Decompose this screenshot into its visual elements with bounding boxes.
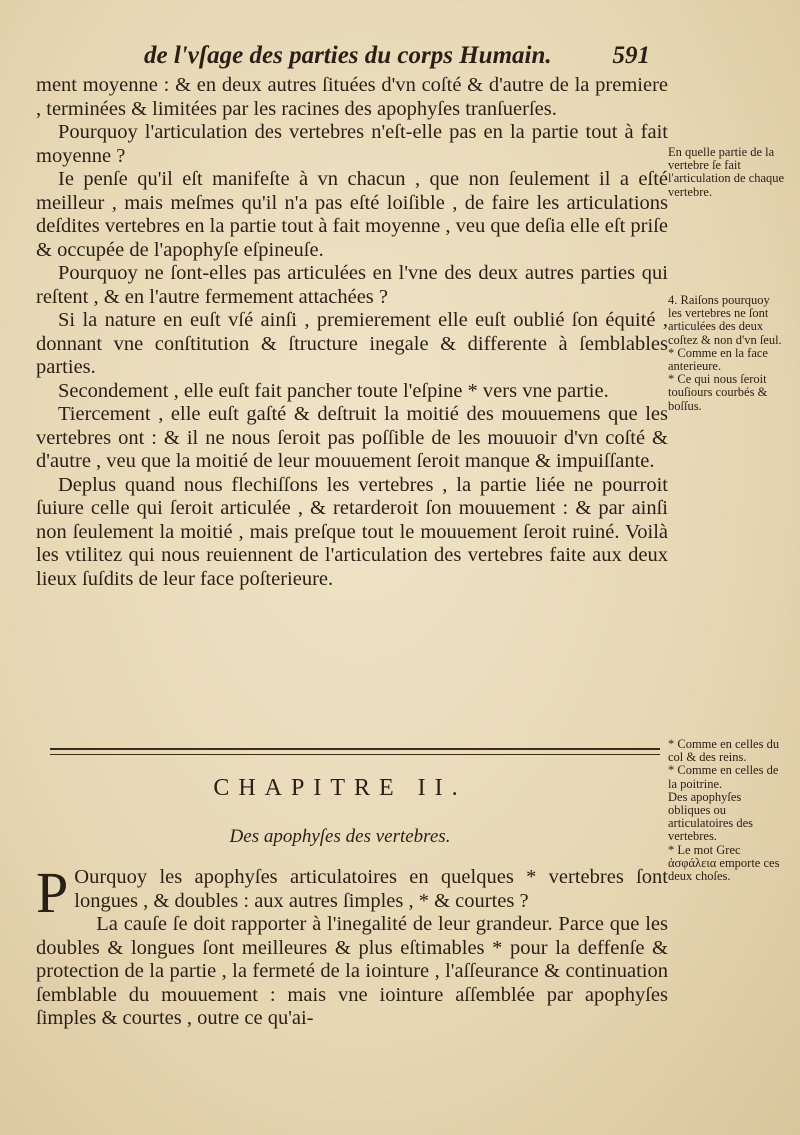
paragraph: Pourquoy ne ſont-elles pas articulées en l'vne des deux autres parties qui reſtent , & en l'autre fermement attachées ?: [36, 262, 668, 308]
paragraph: ment moyenne : & en deux autres ſituées d'vn coſté & d'autre de la premiere , terminées & limitées par les racines des apophyſes tranſuerſes.: [36, 74, 668, 120]
divider-rule-thin: [50, 754, 660, 755]
paragraph: Tiercement , elle euſt gaſté & deſtruit la moitié des mouuemens que les vertebres ont : & il ne nous ſeroit pas poſſible de les mouuoir d'vn coſté & d'autre , veu que la moitié de leur mouuement ſeroit manque & impuiſſante.: [36, 403, 668, 472]
paragraph-text: Ourquoy les apophyſes articulatoires en quelques * vertebres ſont longues , & doubles : aux autres ſimples , * & courtes ?: [74, 866, 668, 912]
chapter-subtitle: Des apophyſes des vertebres.: [229, 826, 451, 847]
paragraph: [36, 860, 668, 925]
divider-rule: [50, 748, 660, 750]
margin-note: [668, 294, 786, 413]
margin-note-text: * Comme en celles du col & des reins. * Comme en celles de la poitrine. Des apophyſes obliques ou articulatoires des vertebres. * Le mot Grec ἀσφάλεια emporte ces deux choſes.: [668, 737, 780, 884]
margin-note-text: En quelle partie de la vertebre ſe fait l'articulation de chaque vertebre.: [668, 145, 785, 199]
section-2-text: [36, 860, 668, 1031]
running-head-title: de l'vſage des parties du corps Humain.: [144, 42, 552, 69]
page-number: 591: [612, 42, 650, 69]
chapter-heading: CHAPITRE II.: [213, 775, 467, 801]
paragraph: Ie penſe qu'il eſt manifeſte à vn chacun , que non ſeulement il a eſté meilleur , mais meſmes qu'il n'a pas eſté loiſible , de faire les articulations deſdites vertebres en la partie tout à fait moyenne , veu que deſia elle eſt priſe & occupée de l'apophyſe eſpineuſe.: [36, 168, 668, 261]
drop-cap: P: [36, 860, 69, 925]
margin-note-text: 4. Raiſons pourquoy les vertebres ne ſont articulées des deux coſtez & non d'vn ſeul. * Comme en la face anterieure. * Ce qui nous ſeroit touſiours courbés & boſſus.: [668, 293, 782, 413]
section-1-text: [36, 74, 668, 591]
margin-note: [668, 146, 786, 199]
paragraph: Pourquoy l'articulation des vertebres n'eſt-elle pas en la partie tout à fait moyenne ?: [36, 121, 668, 167]
paragraph: Deplus quand nous flechiſſons les vertebres , la partie liée ne pourroit ſuiure celle qui ſeroit articulée , & retarderoit ſon mouuement : & par ainſi non ſeulement la moitié , mais preſque tout le mouuement ſeroit ruiné. Voilà les vtilitez qui nous reuiennent de l'articulation des vertebres faite aux deux lieux ſuſdits de leur face poſterieure.: [36, 473, 668, 590]
margin-note: [668, 738, 786, 883]
paragraph: Secondement , elle euſt fait pancher toute l'eſpine * vers vne partie.: [58, 379, 609, 402]
paragraph: La cauſe ſe doit rapporter à l'inegalité de leur grandeur. Parce que les doubles & longues ſont meilleures & plus eſtimables * pour la deffenſe & protection de la partie , la fermeté de la iointure , l'aſſeurance & continuation ſemblable du mouuement : mais vne iointure aſſemblée par apophyſes ſimples & courtes , outre ce qu'ai-: [36, 913, 668, 1029]
paragraph: Si la nature en euſt vſé ainſi , premierement elle euſt oublié ſon équité , donnant vne conſtitution & ſtructure inegale & differente à ſemblables parties.: [36, 309, 668, 378]
running-head: [130, 42, 650, 72]
